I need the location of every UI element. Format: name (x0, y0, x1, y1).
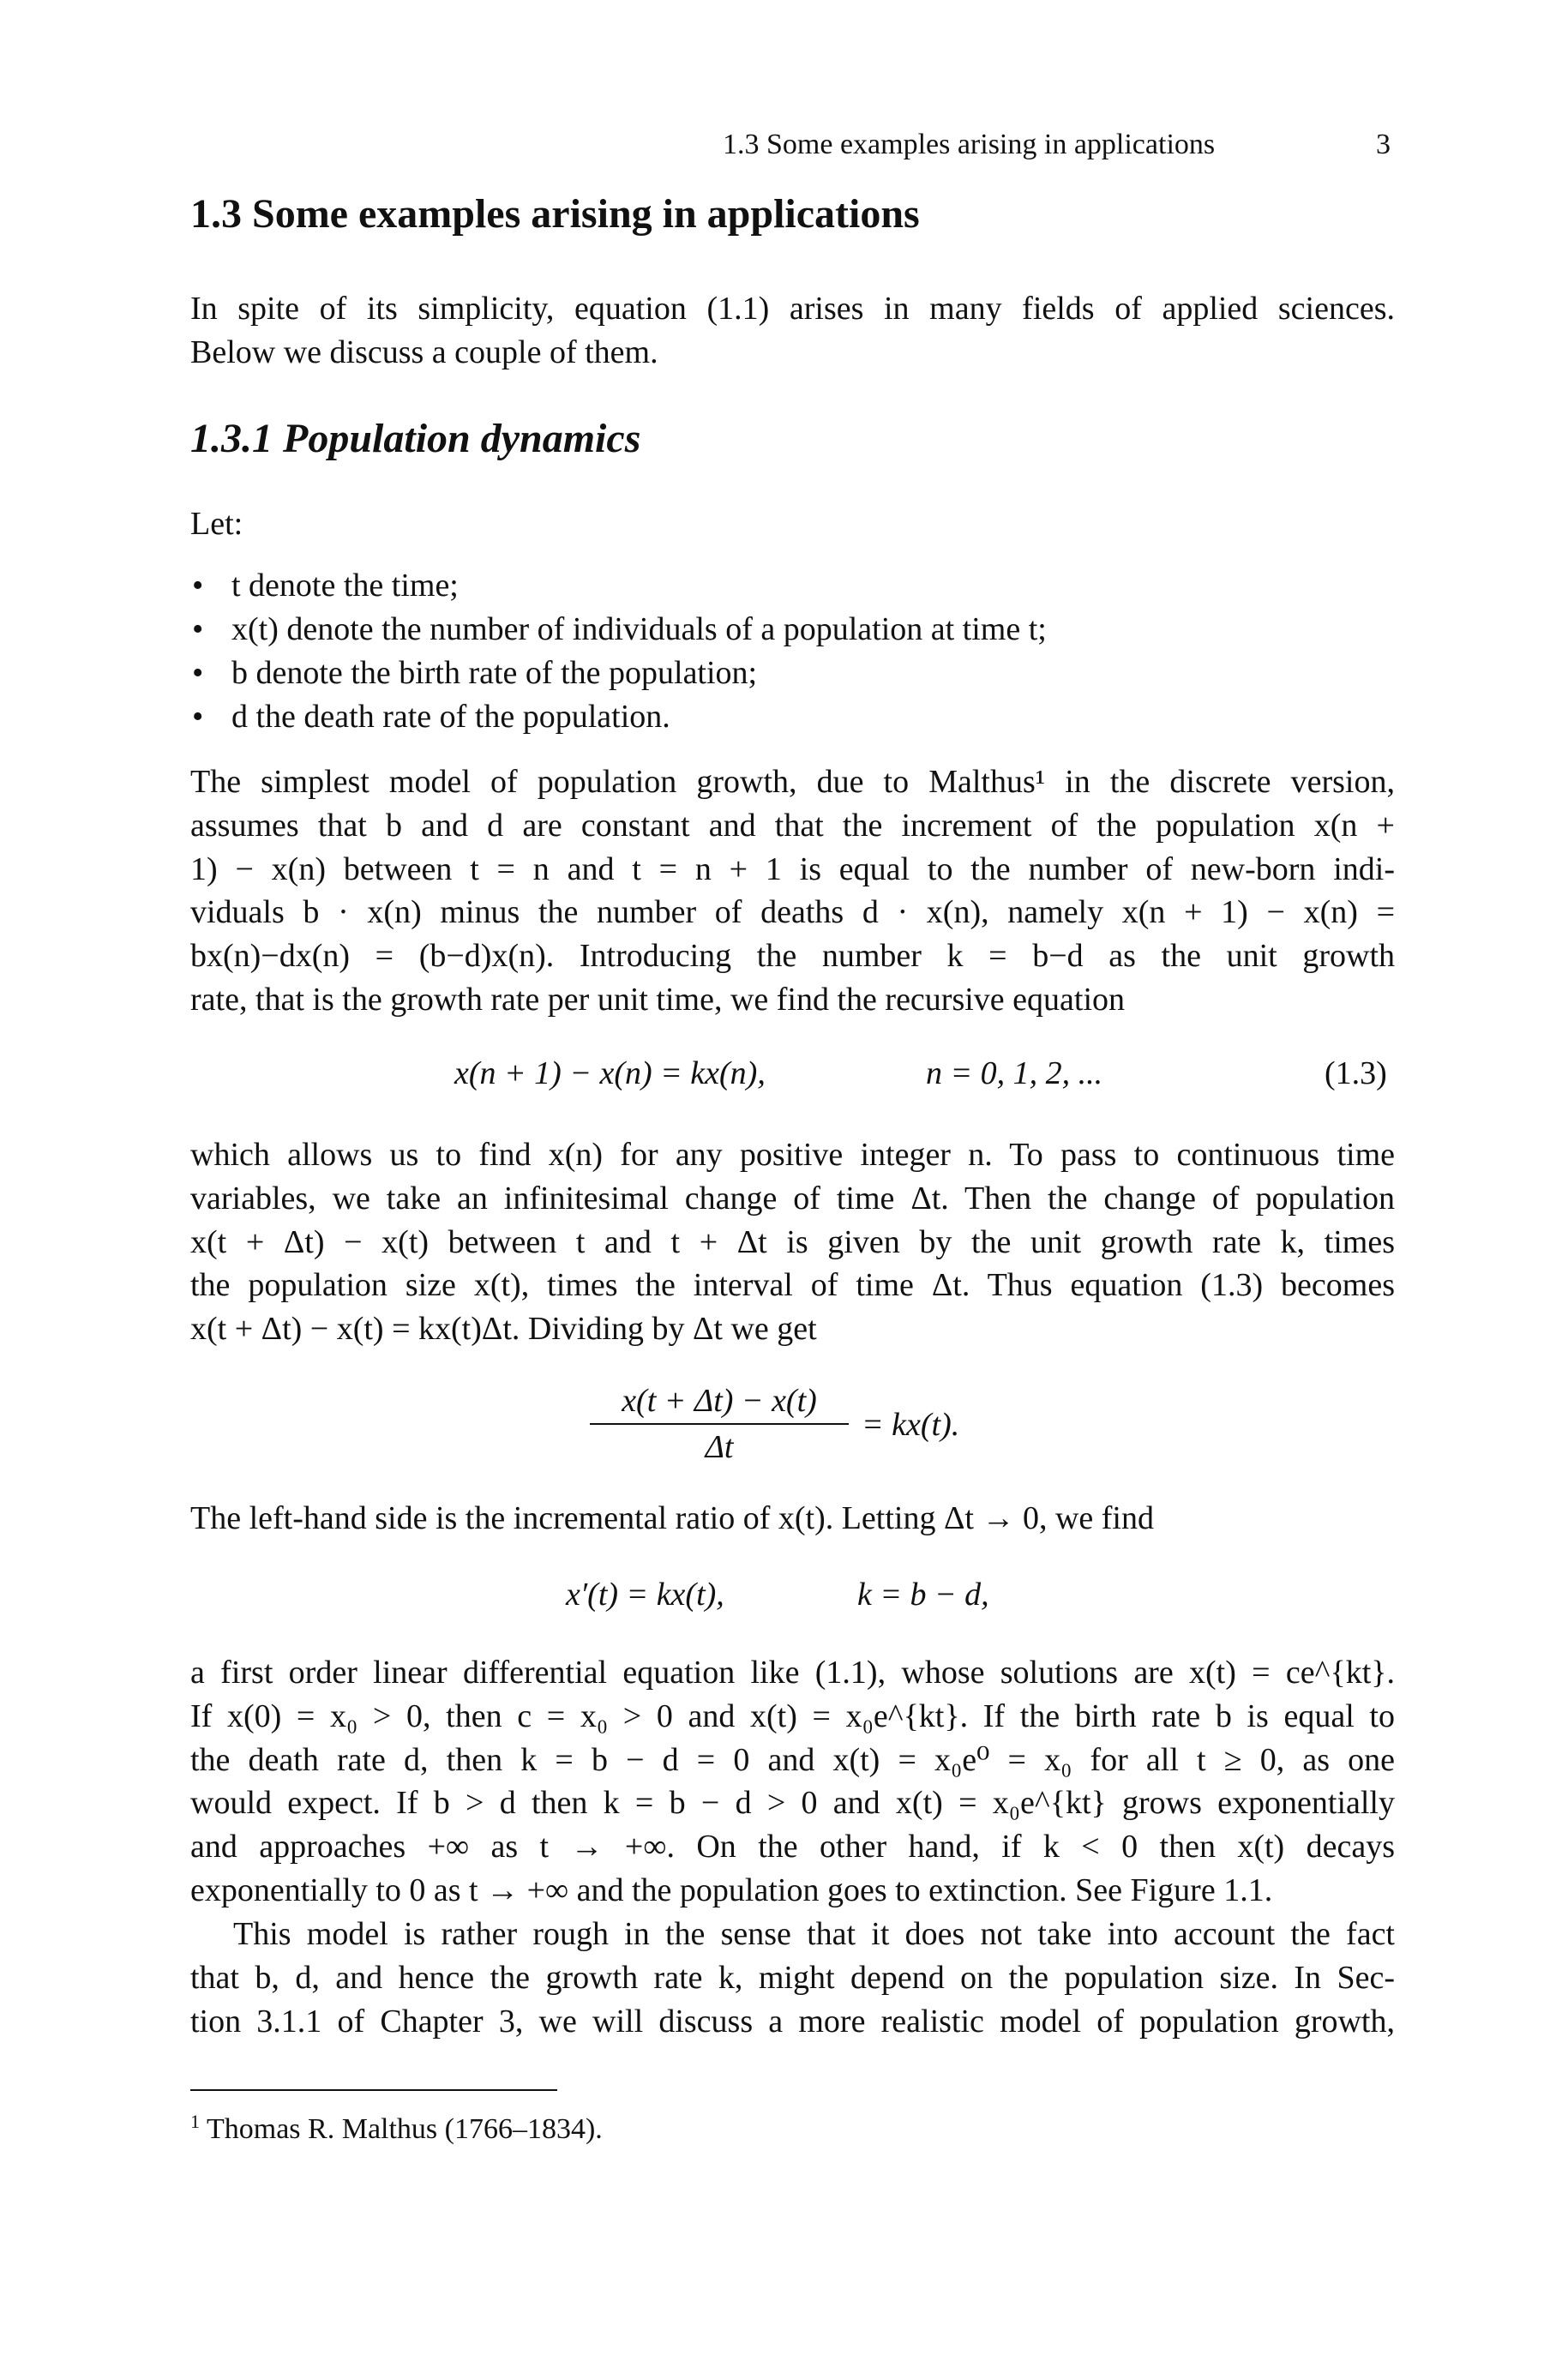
bullet-icon: • (192, 568, 204, 604)
page-number: 3 (1376, 129, 1391, 160)
malthus-paragraph (190, 760, 1395, 1022)
text-line: The simplest model of population growth, due to Malthus¹ in the discrete version, (190, 764, 1395, 800)
bullet-icon: • (192, 699, 204, 735)
text-line: exponentially to 0 as t → +∞ and the population goes to extinction. See Figure 1.1. (190, 1871, 1273, 1908)
text-line: 1) − x(n) between t = n and t = n + 1 is equal to the number of new-born indi- (190, 850, 1395, 887)
text-line: rate, that is the growth rate per unit time, we find the recursive equation (190, 981, 1126, 1018)
text-line: Below we discuss a couple of them. (190, 333, 658, 370)
fraction-numerator: x(t + Δt) − x(t) (590, 1382, 849, 1425)
text-line: a first order linear differential equation like (1.1), whose solutions are x(t) = ce^{kt}. (190, 1655, 1395, 1691)
equation-1-3-range: n = 0, 1, 2, ... (926, 1055, 1103, 1091)
derivative-equation-rhs: k = b − d, (857, 1577, 989, 1613)
rough-model-paragraph (190, 1913, 1395, 2043)
footnote-divider (190, 2089, 557, 2091)
text-line: viduals b · x(n) minus the number of deaths d · x(n), namely x(n + 1) − x(n) = (190, 894, 1395, 931)
list-item (190, 695, 1047, 739)
text-line: and approaches +∞ as t → +∞. On the other hand, if k < 0 then x(t) decays (190, 1829, 1395, 1865)
text-line: x(t + Δt) − x(t) = kx(t)Δt. Dividing by Δt we get (190, 1311, 817, 1348)
let-label: Let: (190, 506, 243, 542)
list-item-text: t denote the time; (231, 568, 459, 604)
solution-paragraph (190, 1651, 1395, 1913)
text-line: the population size x(t), times the interval of time Δt. Thus equation (1.3) becomes (190, 1267, 1395, 1304)
text-line: that b, d, and hence the growth rate k, might depend on the population size. In Sec- (190, 1959, 1395, 1996)
text-line: which allows us to find x(n) for any positive integer n. To pass to continuous time (190, 1137, 1395, 1173)
section-heading: 1.3 Some examples arising in applications (190, 191, 920, 237)
section-intro-paragraph (190, 287, 1395, 375)
derivative-equation-lhs: x′(t) = kx(t), (566, 1577, 724, 1613)
text-line: In spite of its simplicity, equation (1.1) arises in many fields of applied sciences. (190, 291, 1395, 327)
footnote-mark: 1 (190, 2111, 200, 2132)
list-item (190, 564, 1047, 608)
footnote-text: Thomas R. Malthus (1766–1834). (207, 2113, 603, 2145)
equation-1-3-lhs: x(n + 1) − x(n) = kx(n), (454, 1055, 766, 1091)
text-line: assumes that b and d are constant and that the increment of the population x(n + (190, 807, 1395, 844)
difference-quotient-fraction (590, 1382, 849, 1466)
bullet-icon: • (192, 611, 204, 647)
text-line: bx(n)−dx(n) = (b−d)x(n). Introducing the number k = b−d as the unit growth (190, 938, 1395, 975)
equation-number: (1.3) (1325, 1055, 1387, 1091)
footnote (190, 2111, 603, 2146)
fraction-rhs: = kx(t). (862, 1407, 960, 1443)
left-hand-side-sentence: The left-hand side is the incremental ratio of x(t). Letting Δt → 0, we find (190, 1500, 1154, 1536)
running-head: 1.3 Some examples arising in applications (723, 129, 1216, 160)
text-line: variables, we take an infinitesimal change of time Δt. Then the change of population (190, 1180, 1395, 1217)
list-item-text: x(t) denote the number of individuals of a population at time t; (231, 611, 1047, 647)
text-line: x(t + Δt) − x(t) between t and t + Δt is given by the unit growth rate k, times (190, 1223, 1395, 1260)
list-item-text: b denote the birth rate of the population; (231, 655, 758, 691)
fraction-denominator: Δt (705, 1429, 734, 1465)
continuous-time-paragraph (190, 1133, 1395, 1351)
bullet-icon: • (192, 655, 204, 691)
text-line: This model is rather rough in the sense that it does not take into account the fact (233, 1916, 1395, 1952)
list-item (190, 608, 1047, 652)
subsection-heading: 1.3.1 Population dynamics (190, 416, 641, 461)
text-line: the death rate d, then k = b − d = 0 and x(t) = x₀e⁰ = x₀ for all t ≥ 0, as one (190, 1741, 1395, 1778)
definition-list (190, 564, 1047, 739)
list-item-text: d the death rate of the population. (231, 699, 670, 735)
list-item (190, 652, 1047, 695)
text-line: If x(0) = x₀ > 0, then c = x₀ > 0 and x(t) = x₀e^{kt}. If the birth rate b is equal to (190, 1697, 1395, 1734)
text-line: tion 3.1.1 of Chapter 3, we will discuss a more realistic model of population growth, (190, 2003, 1395, 2040)
text-line: would expect. If b > d then k = b − d > 0 and x(t) = x₀e^{kt} grows exponentially (190, 1785, 1395, 1822)
